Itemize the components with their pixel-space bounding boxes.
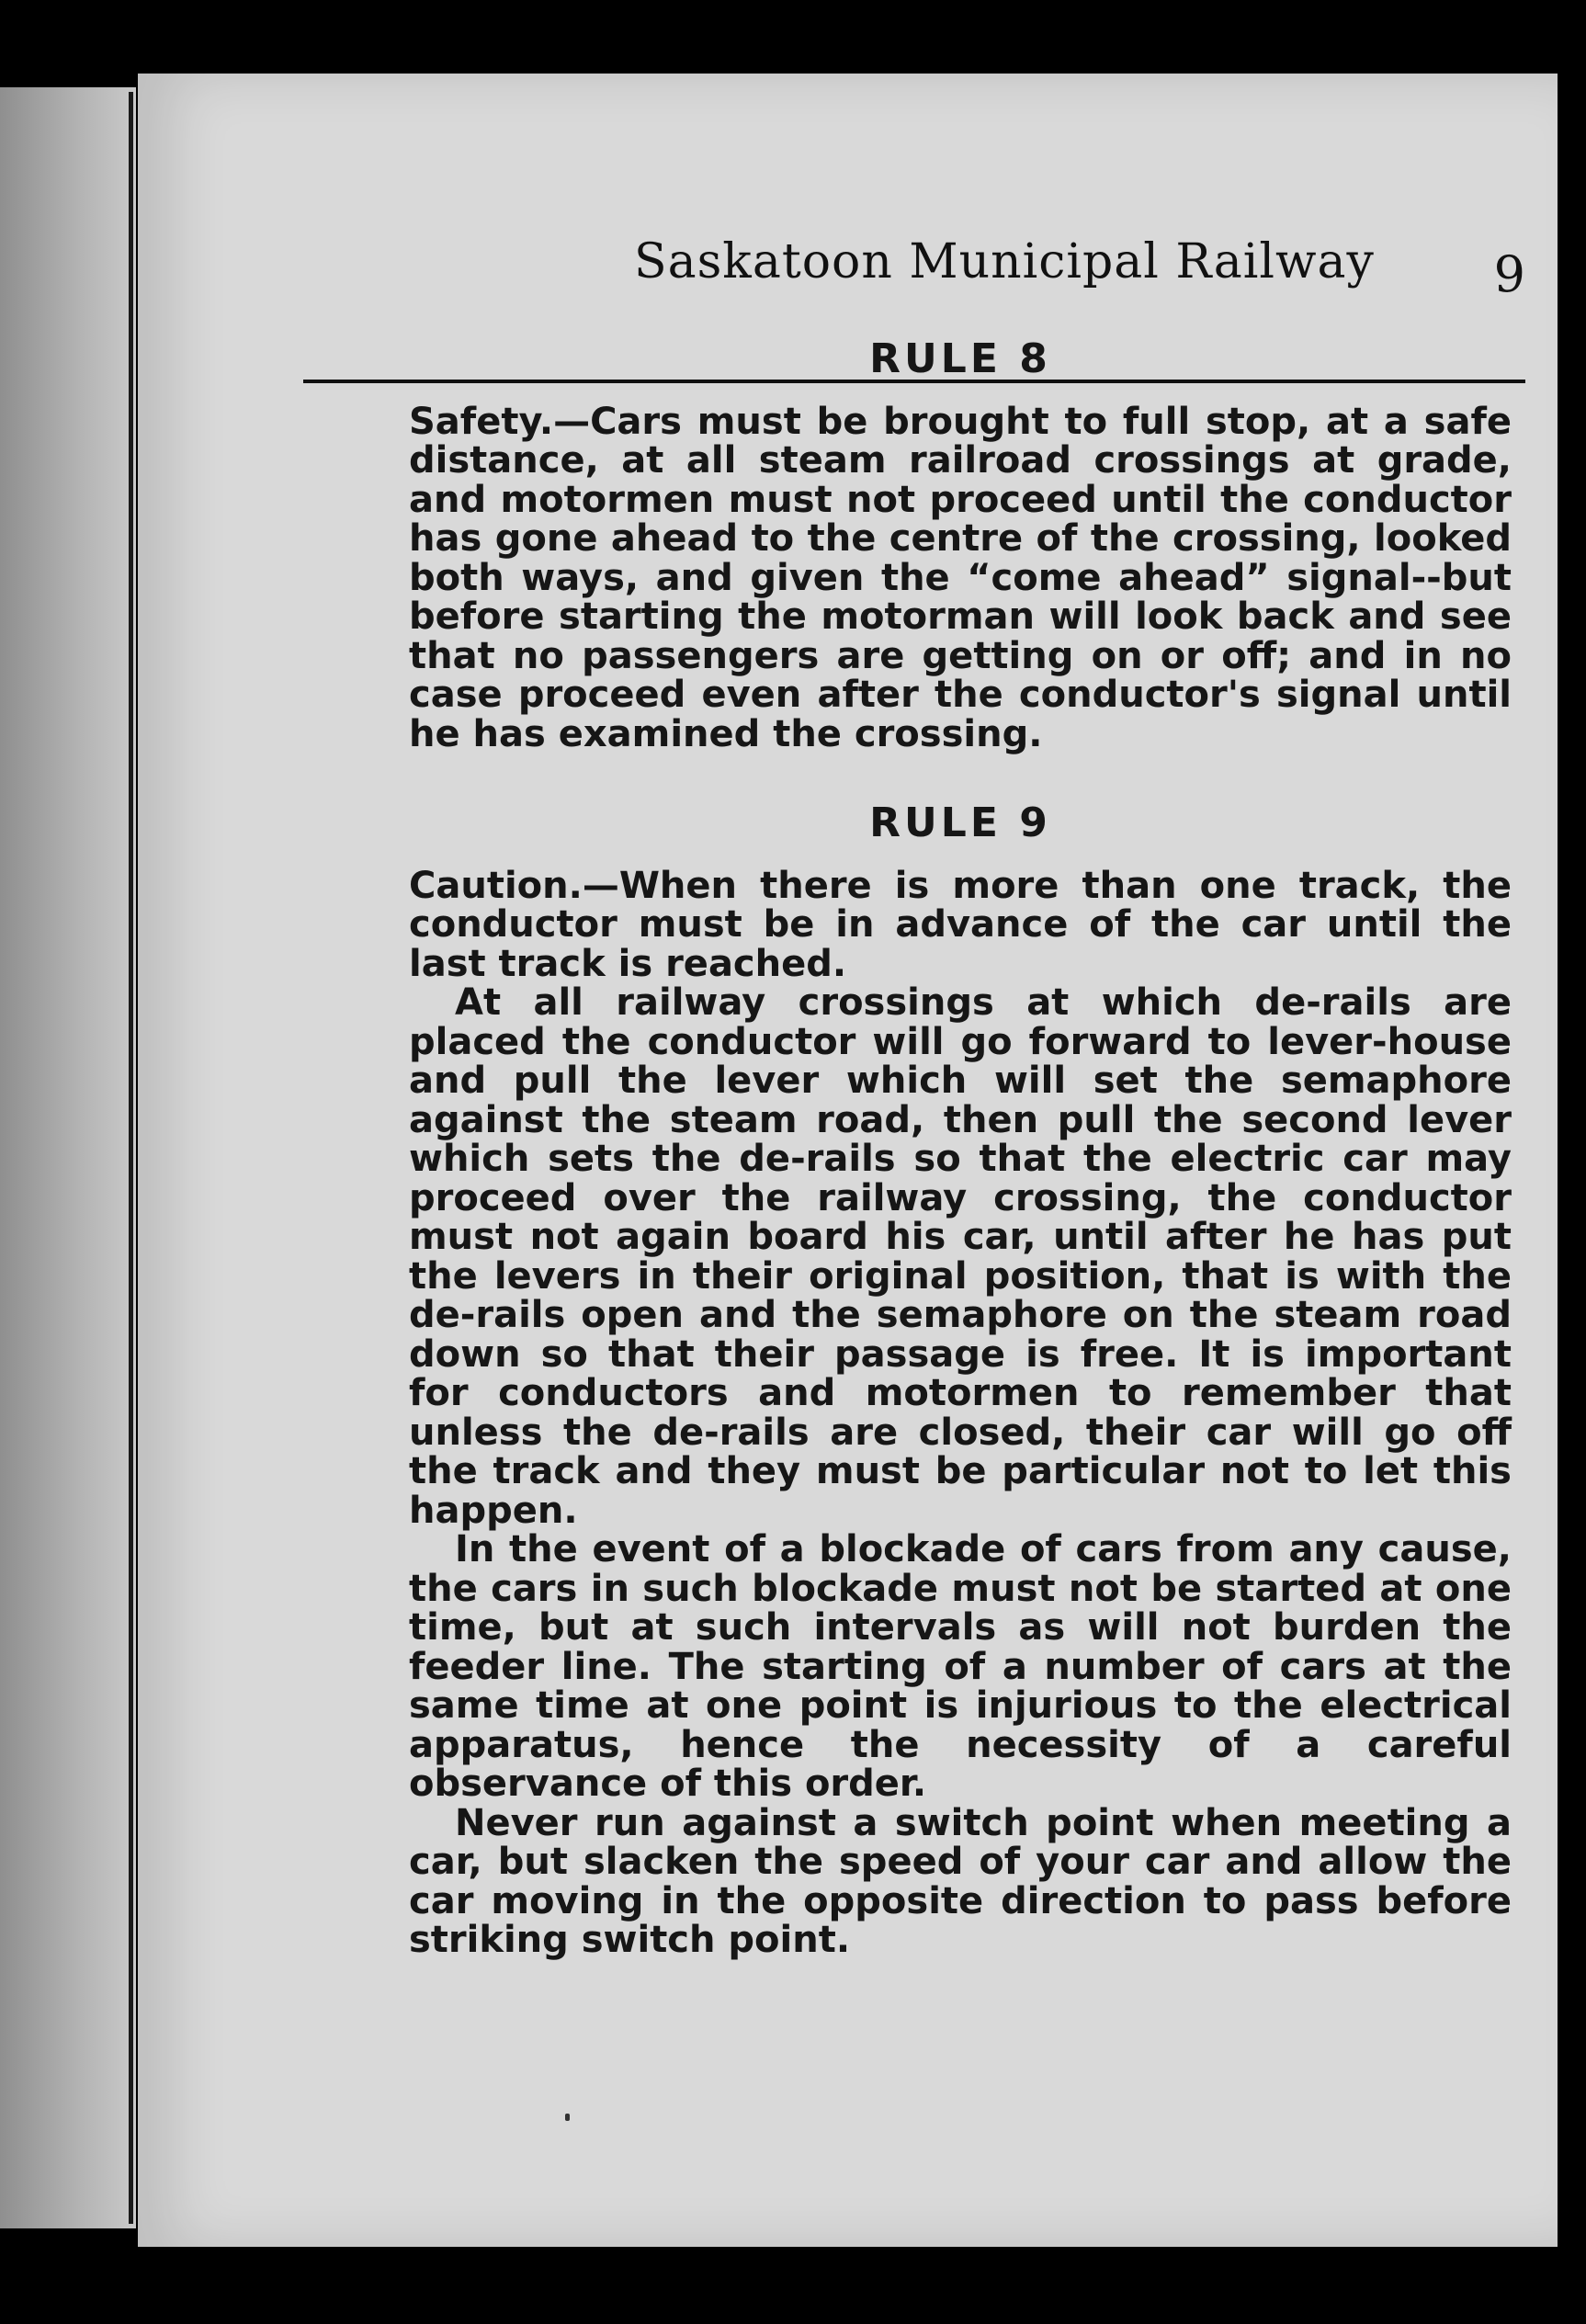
rule-8-lead: Safety. (409, 400, 554, 443)
rule-8-paragraph (409, 402, 1512, 754)
page-body (409, 335, 1512, 1961)
rule-9-paragraph-1 (409, 864, 1512, 985)
rule-8-text: —Cars must be brought to full stop, at a safe distance, at all steam railroad crossings at grade, and motormen must not proceed until the conductor has gone ahead to the centre of the crossing, looked both ways, and given the “come ahead” signal--but before starting the motorman will look back and see that no passengers are getting on or off; and in no case proceed even after the conductor's signal until he has examined the crossing. (409, 400, 1512, 755)
gutter-line (129, 92, 133, 2224)
rule-9-paragraph-2: At all railway crossings at which de-rails are placed the conductor will go forward to lever-house and pull the lever which will set the semaphore against the steam road, then pull the second lever which sets the de-rails so that the electric car may proceed over the railway crossing, the conductor must not again board his car, until after he has put the levers in their original position, that is with the de-rails open and the semaphore on the steam road down so that their passage is free. It is important for conductors and motormen to remember that unless the de-rails are closed, their car will go off the track and they must be particular not to let this happen. (409, 981, 1512, 1532)
paper-speck (565, 2114, 570, 2121)
running-title: Saskatoon Municipal Railway (634, 234, 1375, 289)
rule-9-paragraph-3: In the event of a blockade of cars from any cause, the cars in such blockade must not be started at one time, but at such intervals as will not burden the feeder line. The starting of a number of cars at the same time at one point is injurious to the electrical apparatus, hence the necessity of a careful observance of this order. (409, 1528, 1512, 1805)
book-page (138, 74, 1558, 2247)
facing-page-edge (0, 87, 136, 2228)
rule-8-heading: RULE 8 (869, 335, 1051, 382)
rule-9-paragraph-4: Never run against a switch point when meeting a car, but slacken the speed of your car and allow the car moving in the opposite direction to pass before striking switch point. (409, 1801, 1512, 1961)
page-number: 9 (1493, 245, 1525, 303)
rule-9-lead: Caution. (409, 864, 583, 907)
section-gap (409, 754, 1512, 804)
rule-9-heading: RULE 9 (869, 799, 1051, 846)
rule-9-text: —When there is more than one track, the conductor must be in advance of the car until the last track is reached. (409, 864, 1512, 985)
page-header (294, 234, 1525, 326)
